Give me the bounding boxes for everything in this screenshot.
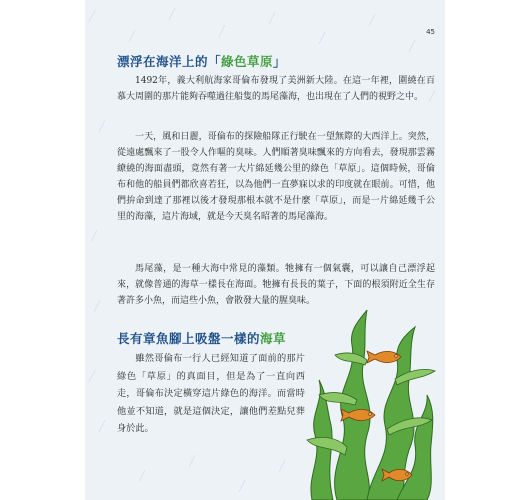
paragraph-4: 雖然哥倫布一行人已經知道了面前的那片綠色「草原」的真面目，但是為了一直向西走，哥倫布決定橫穿這片綠色的海洋。而當時他並不知道，就是這個決定，讓他們差點兒葬身於此。 [117,353,305,434]
paragraph-3: 馬尾藻，是一種大海中常見的藻類。牠擁有一個氣囊，可以讓自己漂浮起來，就像普通的海草一樣長在海面。牠擁有長長的葉子，下面的根須附近全生存著許多小魚，而這些小魚，會散發大量的腥臭味。 [117,264,435,307]
page-number: 45 [426,28,435,36]
book-page [85,0,445,500]
heading2-prefix: 長有章魚腳上吸盤一樣的 [117,331,261,346]
section-heading-seaweed [117,329,286,347]
heading-prefix: 漂浮在海洋上的「 [117,54,222,69]
heading-highlight: 綠色草原 [221,54,274,69]
heading-suffix: 」 [273,54,287,69]
paragraph-1: 1492年，義大利航海家哥倫布發現了美洲新大陸。在這一年裡，圍繞在百慕大周圍的那片能夠吞噬過往船隻的馬尾藻海，也出現在了人們的視野之中。 [117,76,435,103]
section-heading-green-meadow [117,52,286,70]
heading2-highlight: 海草 [260,331,287,346]
seaweed-illustration [297,305,445,500]
paragraph-2: 一天，風和日麗，哥倫布的探險船隊正行駛在一望無際的大西洋上。突然，從遠處飄來了一股令人作嘔的臭味。人們順著臭味飄來的方向看去，發現那雲霧繚繞的海面盡頭，竟然有著一大片綿延幾公里的綠色「草原」。這個時候，哥倫布和他的船員們都欣喜若狂，以為他們一直夢寐以求的印度就在眼前。可惜，他們拚命到達了那裡以後才發現那根本就不是什麼「草原」，而是一片綿延幾千公里的海藻，這片海域，就是今天臭名昭著的馬尾藻海。 [117,132,435,223]
